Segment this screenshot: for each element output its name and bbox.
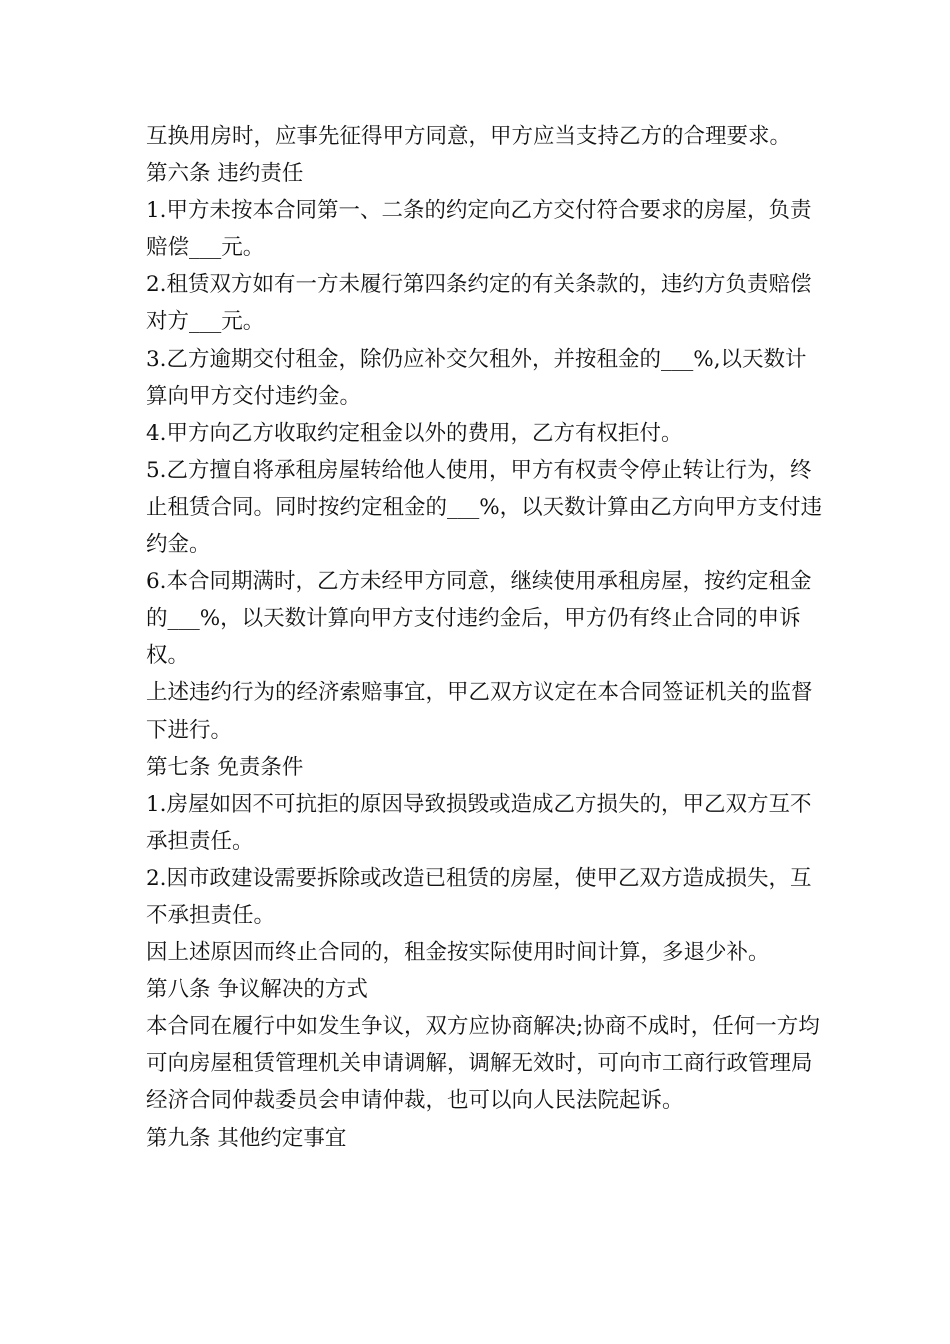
section-heading-8: 第八条 争议解决的方式 xyxy=(146,977,368,1003)
clause-6-5: 5.乙方擅自将承租房屋转给他人使用，甲方有权责令停止转让行为，终止租赁合同。同时按约定租金的___%，以天数计算由乙方向甲方支付违约金。 xyxy=(146,457,823,558)
section-heading-6: 第六条 违约责任 xyxy=(146,161,304,187)
paragraph-continuation: 互换用房时，应事先征得甲方同意，甲方应当支持乙方的合理要求。 xyxy=(146,124,792,149)
clause-6-3: 3.乙方逾期交付租金，除仍应补交欠租外，并按租金的___%,以天数计算向甲方交付违约金。 xyxy=(146,346,807,409)
clause-6-6: 6.本合同期满时，乙方未经甲方同意，继续使用承租房屋，按约定租金的___%，以天数计算向甲方支付违约金后，甲方仍有终止合同的申诉权。 xyxy=(146,569,812,669)
clause-6-4: 4.甲方向乙方收取约定租金以外的费用，乙方有权拒付。 xyxy=(146,420,683,446)
clause-6-1: 1.甲方未按本合同第一、二条的约定向乙方交付符合要求的房屋，负责赔偿___元。 xyxy=(146,198,812,261)
contract-text xyxy=(146,118,826,1157)
clause-6-2: 2.租赁双方如有一方未履行第四条约定的有关条款的，违约方负责赔偿对方___元。 xyxy=(146,272,812,335)
clause-7-1: 1.房屋如因不可抗拒的原因导致损毁或造成乙方损失的，甲乙双方互不承担责任。 xyxy=(146,791,812,854)
section-heading-7: 第七条 免责条件 xyxy=(146,754,304,780)
clause-7-note: 因上述原因而终止合同的，租金按实际使用时间计算，多退少补。 xyxy=(146,940,770,966)
clause-6-note: 上述违约行为的经济索赔事宜，甲乙双方议定在本合同签证机关的监督下进行。 xyxy=(146,680,813,743)
clause-8-body: 本合同在履行中如发生争议，双方应协商解决;协商不成时，任何一方均可向房屋租赁管理机关申请调解，调解无效时，可向市工商行政管理局经济合同仲裁委员会申请仲裁，也可以向人民法院起诉。 xyxy=(146,1014,820,1114)
section-heading-9: 第九条 其他约定事宜 xyxy=(146,1125,347,1151)
clause-7-2: 2.因市政建设需要拆除或改造已租赁的房屋，使甲乙双方造成损失，互不承担责任。 xyxy=(146,865,812,928)
